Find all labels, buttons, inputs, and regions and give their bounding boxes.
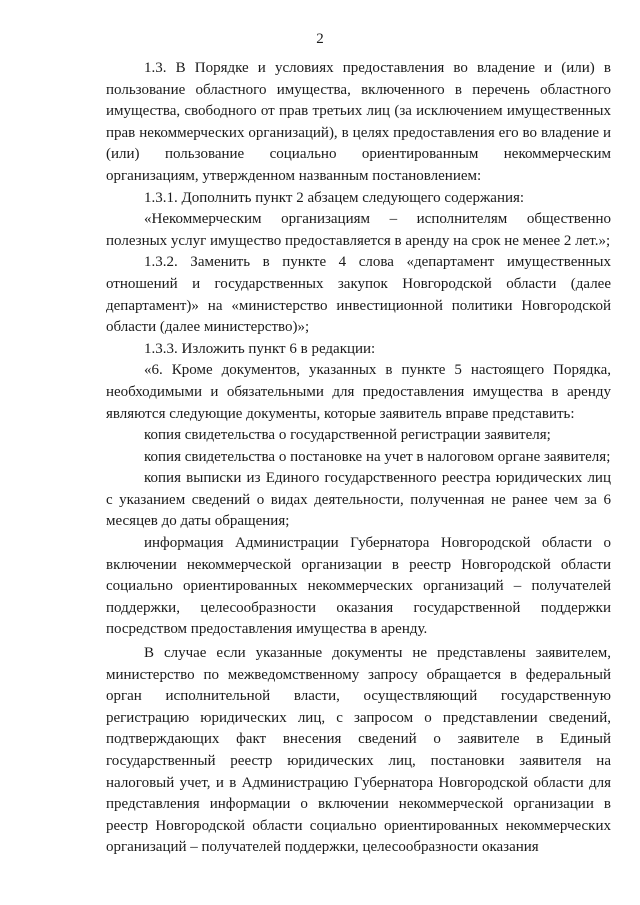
paragraph-1-3-1: 1.3.1. Дополнить пункт 2 абзацем следующего содержания: (144, 189, 525, 206)
page-number: 2 (316, 31, 324, 47)
paragraph-quote-nko: «Некоммерческим организациям – исполнителям общественно полезных услуг имущество предоставляется в аренду на срок не менее 2 лет.»; (106, 211, 611, 249)
paragraph-1-3-3: 1.3.3. Изложить пункт 6 в редакции: (144, 340, 376, 357)
paragraph-interagency-request: В случае если указанные документы не представлены заявителем, министерство по межведомственному запросу обращается в федеральный орган исполнительной власти, осуществляющий государственную регистрацию юридических лиц, с запросом о представлении сведений, подтверждающих факт внесения сведений о заявителе в Единый государственный реестр юридических лиц, постановки заявителя на налоговый учет, и в Администрацию Губернатора Новгородской области для представления информации о включении некоммерческой организации в реестр Новгородской области социально ориентированных некоммерческих организаций – получателей поддержки, целесообразности оказания (106, 645, 611, 856)
paragraph-1-3-2: 1.3.2. Заменить в пункте 4 слова «департамент имущественных отношений и государственных закупок Новгородской области (далее департамент)» на «министерство инвестиционной политики Новгородской области (далее министерство)»; (106, 254, 611, 336)
paragraph-registration-copy: копия свидетельства о государственной регистрации заявителя; (144, 427, 551, 444)
paragraph-administration-info: информация Администрации Губернатора Новгородской области о включении некоммерческой организации в реестр Новгородской области социально ориентированных некоммерческих организаций – получателей поддержки, целесообразности оказания государственной поддержки посредством предоставления имущества в аренду. (106, 535, 611, 638)
paragraph-egrul-copy: копия выписки из Единого государственного реестра юридических лиц с указанием сведений о видах деятельности, полученная не ранее чем за 6 месяцев до даты обращения; (106, 470, 611, 530)
document-body (106, 58, 611, 859)
paragraph-1-3: 1.3. В Порядке и условиях предоставления во владение и (или) в пользование областного имущества, включенного в перечень областного имущества, свободного от прав третьих лиц (за исключением имущественных прав некоммерческих организаций), в целях предоставления его во владение и (или) пользование социально ориентированным некоммерческим организациям, утвержденном названным постановлением: (106, 60, 611, 184)
paragraph-tax-copy: копия свидетельства о постановке на учет в налоговом органе заявителя; (144, 448, 611, 465)
paragraph-point-6: «6. Кроме документов, указанных в пункте 5 настоящего Порядка, необходимыми и обязательными для предоставления имущества в аренду являются следующие документы, которые заявитель вправе представить: (106, 362, 611, 422)
